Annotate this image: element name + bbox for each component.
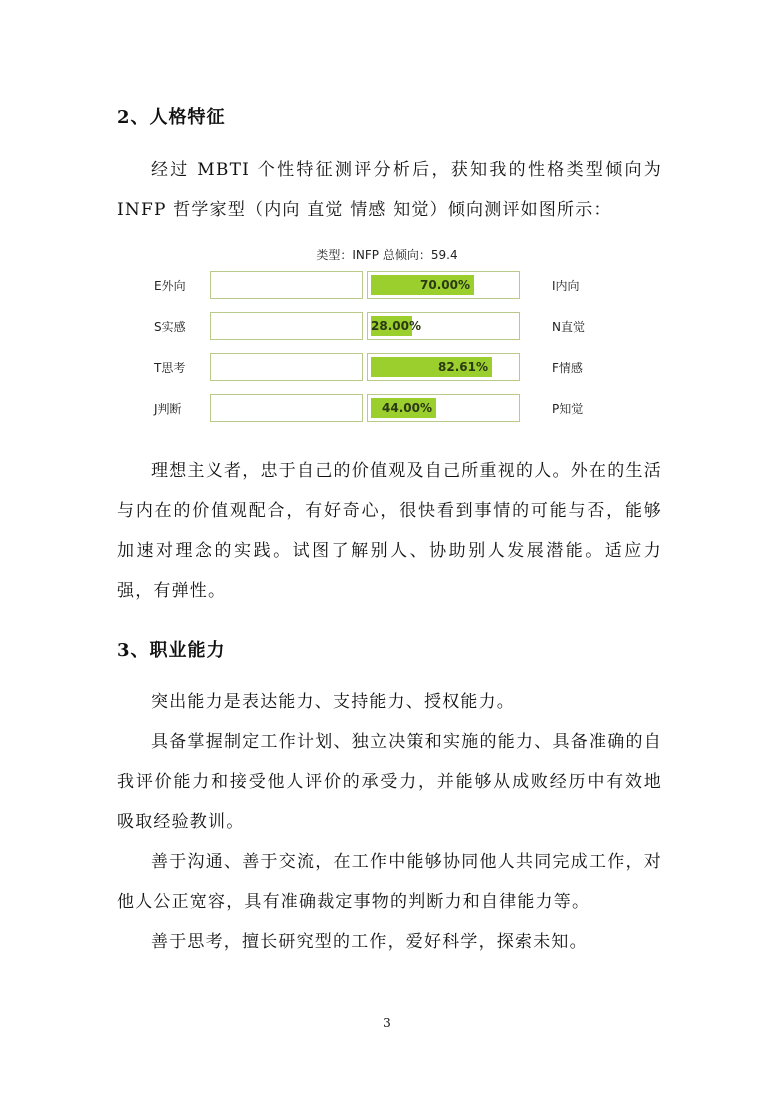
- chart-title: 类型：INFP 总倾向：59.4: [316, 248, 458, 262]
- ability-paragraph-2: 具备掌握制定工作计划、独立决策和实施的能力、具备准确的自我评价能力和接受他人评价的承受力，并能够从成败经历中有效地吸取经验教训。: [117, 732, 662, 832]
- chart-right-label: P知觉: [552, 402, 584, 416]
- chart-left-track: [210, 394, 363, 422]
- ability-paragraph-3: 善于沟通、善于交流，在工作中能够协同他人共同完成工作，对他人公正宽容，具有准确裁定事物的判断力和自律能力等。: [117, 852, 662, 912]
- chart-right-track: [367, 271, 520, 299]
- chart-left-label: E外向: [154, 279, 186, 293]
- chart-right-label: N直觉: [552, 320, 585, 334]
- chart-right-track: [367, 353, 520, 381]
- chart-right-track: [367, 394, 520, 422]
- intro-paragraph: 经过 MBTI 个性特征测评分析后，获知我的性格类型倾向为 INFP 哲学家型（内向 直觉 情感 知觉）倾向测评如图所示：: [117, 160, 662, 220]
- section-heading-career: 3、职业能力: [117, 640, 226, 661]
- chart-data-label: 28.00%: [371, 319, 421, 333]
- chart-data-label: 70.00%: [420, 278, 470, 292]
- ability-paragraph-4: 善于思考，擅长研究型的工作，爱好科学，探索未知。: [151, 932, 588, 952]
- chart-row: [150, 271, 590, 301]
- chart-row: [150, 394, 590, 424]
- section-heading-personality: 2、人格特征: [117, 107, 226, 128]
- chart-right-label: F情感: [552, 361, 583, 375]
- chart-left-track: [210, 312, 363, 340]
- chart-data-label: 82.61%: [438, 360, 488, 374]
- summary-paragraph: 理想主义者，忠于自己的价值观及自己所重视的人。外在的生活与内在的价值观配合，有好奇心，很快看到事情的可能与否，能够加速对理念的实践。试图了解别人、协助别人发展潜能。适应力强，有弹性。: [117, 461, 662, 601]
- chart-left-track: [210, 271, 363, 299]
- chart-row: [150, 353, 590, 383]
- chart-row: [150, 312, 590, 342]
- chart-data-label: 44.00%: [382, 401, 432, 415]
- chart-right-track: [367, 312, 520, 340]
- chart-left-label: S实感: [154, 320, 186, 334]
- chart-left-label: T思考: [154, 361, 186, 375]
- page-number: 3: [383, 1016, 391, 1030]
- ability-paragraph-1: 突出能力是表达能力、支持能力、授权能力。: [151, 692, 515, 712]
- chart-left-track: [210, 353, 363, 381]
- chart-left-label: J判断: [154, 402, 182, 416]
- chart-right-label: I内向: [552, 279, 580, 293]
